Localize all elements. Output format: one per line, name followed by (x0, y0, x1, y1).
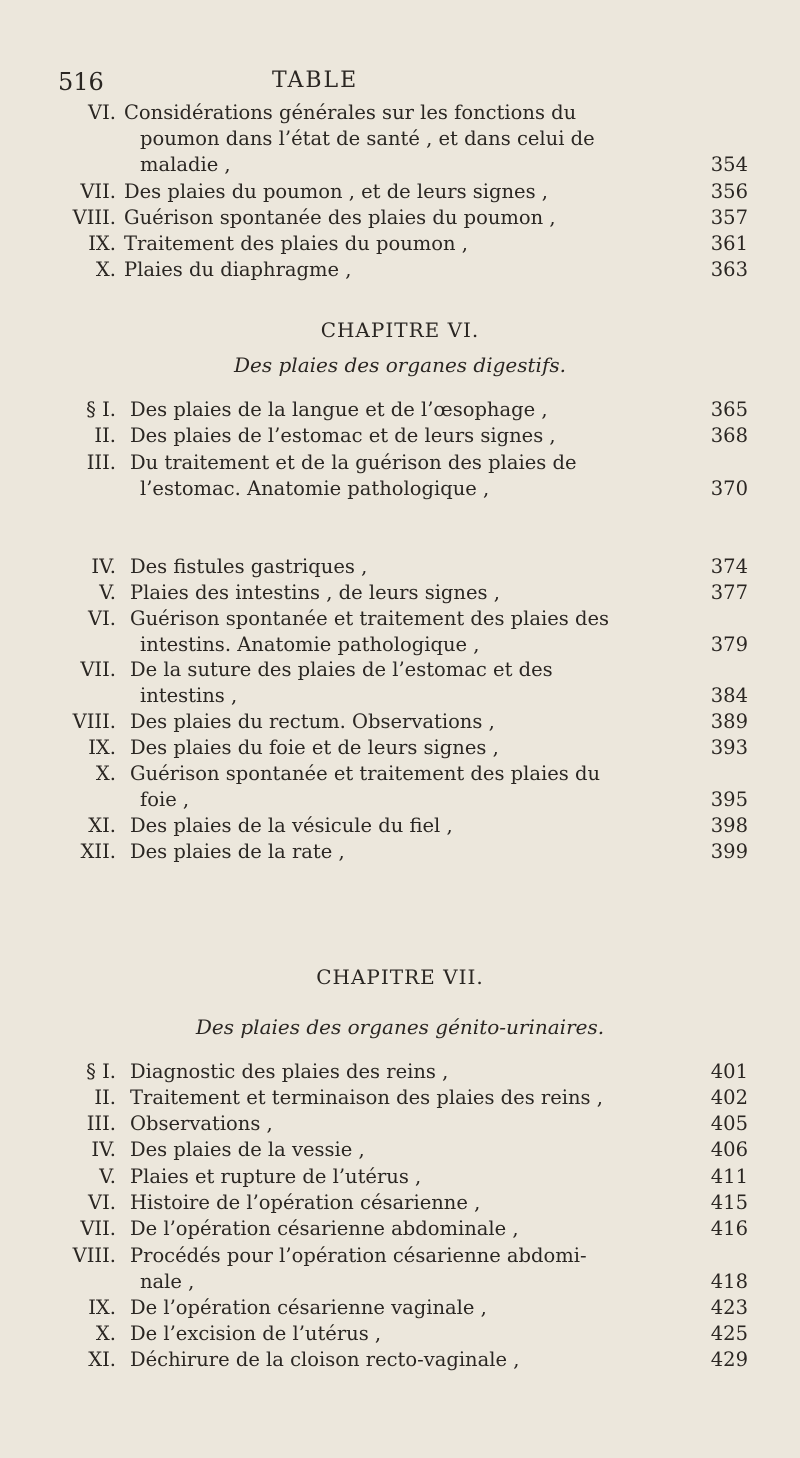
toc-entry-page: 425 (710, 1322, 748, 1345)
toc-entry-title: Des plaies du rectum. Observations , (130, 710, 495, 733)
toc-entry-number: IV. (91, 555, 116, 578)
toc-entry-page: 416 (710, 1217, 748, 1240)
toc-entry-title: De la suture des plaies de l’estomac et des (130, 658, 553, 681)
toc-entry-number: VII. (80, 1217, 116, 1240)
toc-entry-title: Des plaies de la vésicule du fiel , (130, 814, 453, 837)
toc-entry-page: 368 (710, 424, 748, 447)
toc-entry-page: 370 (710, 477, 748, 500)
toc-entry-page: 384 (710, 684, 748, 707)
toc-entry-page: 401 (710, 1060, 748, 1083)
toc-entry-number: II. (94, 1086, 116, 1109)
toc-entry-title: De l’opération césarienne vaginale , (130, 1296, 487, 1319)
toc-entry-number: § I. (86, 1060, 116, 1083)
toc-entry-title-continued: l’estomac. Anatomie pathologique , (140, 477, 490, 500)
toc-entry-title: Des fistules gastriques , (130, 555, 368, 578)
chapter-6-subtitle: Des plaies des organes digestifs. (234, 353, 566, 377)
toc-entry-page: 399 (710, 840, 748, 863)
toc-entry-title: Procédés pour l’opération césarienne abdomi- (130, 1244, 587, 1267)
toc-entry-page: 357 (710, 206, 748, 229)
running-title: TABLE (272, 68, 359, 93)
toc-entry-page: 361 (710, 232, 748, 255)
toc-entry-title: Considérations générales sur les fonctions du (124, 101, 577, 124)
toc-entry-number: VIII. (72, 206, 116, 229)
toc-entry-number: VII. (80, 658, 116, 681)
toc-entry-page: 429 (710, 1348, 748, 1371)
chapter-7-title: CHAPITRE VII. (316, 965, 484, 989)
toc-entry-title: Des plaies de la langue et de l’œsophage , (130, 398, 548, 421)
toc-entry-page: 354 (710, 153, 748, 176)
toc-entry-number: VI. (88, 1191, 116, 1214)
toc-entry-title-continued: intestins , (140, 684, 238, 707)
toc-entry-title-continued: maladie , (140, 153, 231, 176)
toc-entry-page: 415 (710, 1191, 748, 1214)
toc-entry-title: De l’opération césarienne abdominale , (130, 1217, 519, 1240)
toc-entry-number: IX. (88, 232, 116, 255)
toc-entry-page: 363 (710, 258, 748, 281)
page-number: 516 (58, 68, 104, 96)
toc-entry-page: 393 (710, 736, 748, 759)
toc-entry-title: Guérison spontanée et traitement des plaies du (130, 762, 601, 785)
toc-entry-page: 356 (710, 180, 748, 203)
toc-entry-title: Des plaies de l’estomac et de leurs signes , (130, 424, 556, 447)
toc-entry-number: II. (94, 424, 116, 447)
toc-entry-number: IV. (91, 1138, 116, 1161)
toc-entry-number: VIII. (72, 1244, 116, 1267)
toc-entry-number: V. (99, 1165, 116, 1188)
toc-entry-title: Des plaies de la vessie , (130, 1138, 365, 1161)
toc-entry-page: 405 (710, 1112, 748, 1135)
toc-entry-title: De l’excision de l’utérus , (130, 1322, 382, 1345)
toc-entry-page: 406 (710, 1138, 748, 1161)
toc-entry-number: XI. (88, 814, 116, 837)
toc-entry-title: Histoire de l’opération césarienne , (130, 1191, 481, 1214)
toc-entry-page: 402 (710, 1086, 748, 1109)
toc-entry-title-continued: foie , (140, 788, 190, 811)
toc-entry-number: XI. (88, 1348, 116, 1371)
toc-entry-title: Des plaies du foie et de leurs signes , (130, 736, 499, 759)
toc-entry-number: IX. (88, 1296, 116, 1319)
toc-entry-number: VI. (88, 607, 116, 630)
toc-entry-title: Traitement des plaies du poumon , (124, 232, 468, 255)
toc-entry-title: Des plaies de la rate , (130, 840, 345, 863)
toc-entry-title: Des plaies du poumon , et de leurs signes , (124, 180, 549, 203)
toc-entry-title: Plaies du diaphragme , (124, 258, 352, 281)
toc-entry-number: VI. (88, 101, 116, 124)
chapter-7-subtitle: Des plaies des organes génito-urinaires. (195, 1015, 605, 1039)
toc-entry-number: V. (99, 581, 116, 604)
toc-entry-title-continued: poumon dans l’état de santé , et dans celui de (140, 127, 595, 150)
toc-entry-page: 365 (710, 398, 748, 421)
toc-entry-page: 374 (710, 555, 748, 578)
toc-entry-page: 411 (710, 1165, 748, 1188)
toc-entry-number: VIII. (72, 710, 116, 733)
toc-entry-title: Du traitement et de la guérison des plaies de (130, 451, 577, 474)
toc-entry-number: IX. (88, 736, 116, 759)
toc-entry-page: 398 (710, 814, 748, 837)
toc-entry-title: Plaies des intestins , de leurs signes , (130, 581, 500, 604)
toc-entry-title: Déchirure de la cloison recto-vaginale , (130, 1348, 520, 1371)
toc-entry-number: III. (86, 451, 116, 474)
toc-entry-page: 377 (710, 581, 748, 604)
toc-entry-title-continued: nale , (140, 1270, 195, 1293)
toc-entry-title: Plaies et rupture de l’utérus , (130, 1165, 422, 1188)
toc-entry-title: Diagnostic des plaies des reins , (130, 1060, 449, 1083)
toc-entry-number: III. (86, 1112, 116, 1135)
toc-entry-number: X. (95, 258, 116, 281)
toc-entry-title-continued: intestins. Anatomie pathologique , (140, 633, 480, 656)
toc-entry-page: 395 (710, 788, 748, 811)
toc-entry-page: 423 (710, 1296, 748, 1319)
toc-entry-number: § I. (86, 398, 116, 421)
chapter-6-title: CHAPITRE VI. (320, 318, 480, 342)
page-header (58, 68, 748, 98)
toc-entry-number: X. (95, 1322, 116, 1345)
toc-entry-page: 389 (710, 710, 748, 733)
toc-entry-number: XII. (80, 840, 116, 863)
toc-entry-number: X. (95, 762, 116, 785)
toc-entry-page: 379 (710, 633, 748, 656)
toc-entry-page: 418 (710, 1270, 748, 1293)
toc-entry-title: Traitement et terminaison des plaies des reins , (130, 1086, 603, 1109)
toc-entry-title: Observations , (130, 1112, 273, 1135)
toc-entry-number: VII. (80, 180, 116, 203)
toc-entry-title: Guérison spontanée et traitement des plaies des (130, 607, 610, 630)
toc-entry-title: Guérison spontanée des plaies du poumon , (124, 206, 556, 229)
